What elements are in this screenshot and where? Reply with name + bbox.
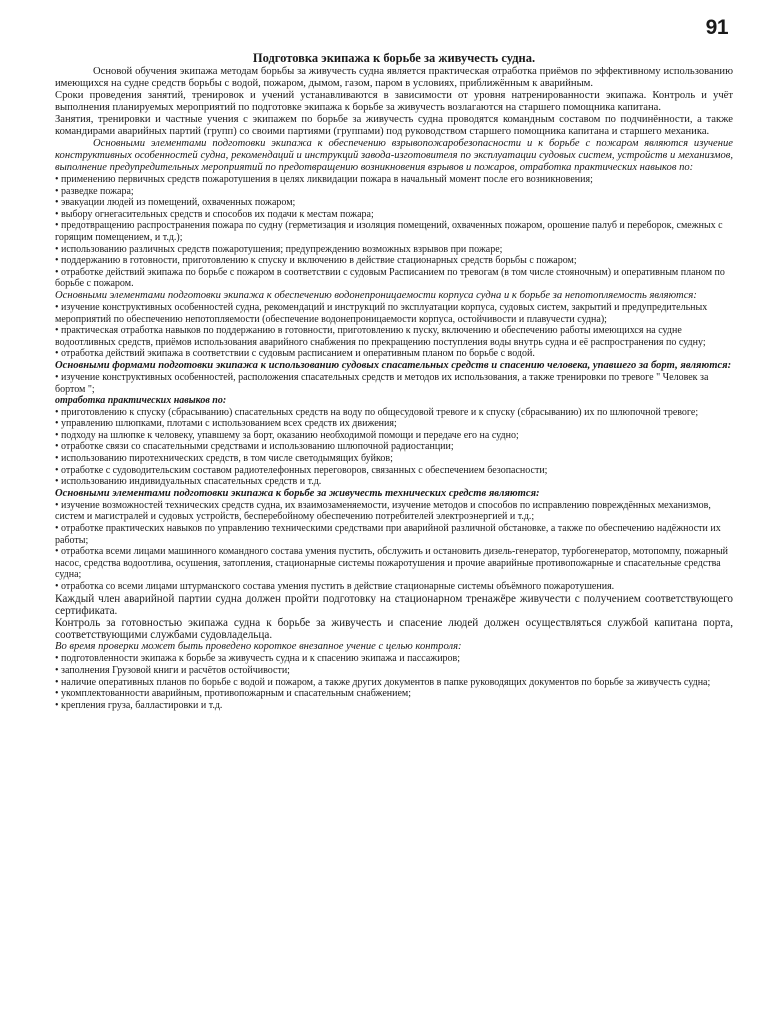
list-item: • изучение конструктивных особенностей, расположения спасательных средств и методов их использования, а также тренировки по тревоге " Человек за бортом "; <box>55 372 733 395</box>
list-item: • приготовлению к спуску (сбрасыванию) спасательных средств на воду по общесудовой тревоге и к спуску (сбрасыванию) их по шлюпочной тревоге; <box>55 407 733 419</box>
list-item: • отработке действий экипажа по борьбе с пожаром в соответствии с судовым Расписанием по тревогам (в том числе стояночным) и оперативным планом по борьбе с пожаром. <box>55 267 733 290</box>
document-title: Подготовка экипажа к борьбе за живучесть судна. <box>252 51 536 65</box>
list-item: • подготовленности экипажа к борьбе за живучесть судна и к спасению экипажа и пассажиров; <box>55 653 733 665</box>
list-item: • поддержанию в готовности, приготовлению к спуску и включению в действие стационарных средств борьбы с пожаром; <box>55 255 733 267</box>
tech-list <box>55 500 733 593</box>
check-list <box>55 653 733 711</box>
document-body <box>55 50 733 711</box>
list-item: • отработка со всеми лицами штурманского состава умения пустить в действие стационарные системы объёмного пожаротушения. <box>55 581 733 593</box>
rescue-list <box>55 372 733 488</box>
list-item: • практическая отработка навыков по поддержанию в готовности, приготовлению к пуску, включению и обеспечению работы имеющихся на судне водоотливных средств, приёмов использования аварийного снабжения по прекращению поступления воды внутрь судна и её распространения по судну; <box>55 325 733 348</box>
closing-paragraph-2: Контроль за готовностью экипажа судна к борьбе за живучесть и спасение людей должен осуществляться службой капитана порта, соответствующими службами судовладельца. <box>55 617 733 642</box>
intro-paragraph-2: Сроки проведения занятий, тренировок и учений устанавливаются в зависимости от уровня натренированности экипажа. Контроль и учёт выполнения планируемых мероприятий по подготовке экипажа к борьбе за живучесть возлагаются на старшего помощника капитана. <box>55 90 733 113</box>
fire-list <box>55 174 733 290</box>
rescue-subheading: отработка практических навыков по: <box>55 395 227 407</box>
list-item: • управлению шлюпками, плотами с использованием всех средств их движения; <box>55 418 733 430</box>
list-item: • отработке связи со спасательными средствами и использованию шлюпочной радиостанции; <box>55 441 733 453</box>
list-item: • отработке с судоводительским составом радиотелефонных переговоров, связанных с обеспечением безопасности; <box>55 465 733 477</box>
list-item: • использованию индивидуальных спасательных средств и т.д. <box>55 476 733 488</box>
list-item: • использованию пиротехнических средств, в том числе светодымящих буйков; <box>55 453 733 465</box>
intro-paragraph-1: Основой обучения экипажа методам борьбы за живучесть судна является практическая отработка приёмов по эффективному использованию имеющихся на судне средств борьбы с водой, пожаром, дымом, газом, паром в условиях, приближённым к аварийным. <box>55 66 733 89</box>
list-item: • изучение конструктивных особенностей судна, рекомендаций и инструкций по эксплуатации корпуса, судовых систем, закрытий и предупредительных мероприятий по обеспечению непотопляемости (обеспечение водонепроницаемости корпуса, остойчивости и плавучести судна); <box>55 302 733 325</box>
list-item: • предотвращению распространения пожара по судну (герметизация и изоляция помещений, охваченных пожаром, орошение палуб и переборок, смежных с горящим помещением, и т.д.); <box>55 220 733 243</box>
list-item: • отработка всеми лицами машинного командного состава умения пустить, обслужить и остановить дизель-генератор, турбогенератор, мотопомпу, пожарный насос, средства водоотлива, осушения, затопления, стационарные системы пожаротушения и прочие аварийные противопожарные и спасательные средства судна; <box>55 546 733 581</box>
list-item: • выбору огнегасительных средств и способов их подачи к местам пожара; <box>55 209 733 221</box>
list-item: • укомплектованности аварийным, противопожарным и спасательным снабжением; <box>55 688 733 700</box>
check-section-heading: Во время проверки может быть проведено короткое внезапное учение с целью контроля: <box>55 641 462 653</box>
rescue-section-heading: Основными формами подготовки экипажа к использованию судовых спасательных средств и спасению человека, упавшего за борт, являются: <box>55 359 732 371</box>
list-item: • подходу на шлюпке к человеку, упавшему за борт, оказанию необходимой помощи и передаче его на судно; <box>55 430 733 442</box>
water-section-heading: Основными элементами подготовки экипажа к обеспечению водонепроницаемости корпуса судна и к борьбе за непотопляемость являются: <box>55 289 697 301</box>
closing-paragraph-1: Каждый член аварийной партии судна должен пройти подготовку на стационарном тренажёре живучести с получением соответствующего сертификата. <box>55 592 733 617</box>
list-item: • разведке пожара; <box>55 186 733 198</box>
fire-section-heading: Основными элементами подготовки экипажа к обеспечению взрывопожаробезопасности и к борьбе с пожаром являются изучение конструктивных особенностей судна, рекомендаций и инструкций завода-изготовителя по эксплуатации судовых систем, устройств и механизмов, выполнение предупредительных мероприятий по предотвращению возникновения взрывов и пожаров, отработка практических навыков по: <box>55 138 733 173</box>
list-item: • использованию различных средств пожаротушения; предупреждению возможных взрывов при пожаре; <box>55 244 733 256</box>
list-item: • применению первичных средств пожаротушения в целях ликвидации пожара в начальный момент после его возникновения; <box>55 174 733 186</box>
list-item: • крепления груза, балластировки и т.д. <box>55 700 733 712</box>
water-list <box>55 302 733 360</box>
intro-paragraph-3: Занятия, тренировки и частные учения с экипажем по борьбе за живучесть судна проводятся командным составом по подчинённости, а также командирами аварийных партий (групп) со своими партиями (группами) под руководством старшего помощника капитана и старшего механика. <box>55 114 733 137</box>
list-item: • изучение возможностей технических средств судна, их взаимозаменяемости, изучение методов и способов по исправлению повреждённых механизмов, систем и магистралей и судовых устройств, бесперебойному обеспечению потребителей электроэнергией и т.д.; <box>55 500 733 523</box>
list-item: • эвакуации людей из помещений, охваченных пожаром; <box>55 197 733 209</box>
page-number: 91 <box>705 16 728 39</box>
list-item: • отработка действий экипажа в соответствии с судовым расписанием и оперативным планом по борьбе с водой. <box>55 348 733 360</box>
tech-section-heading: Основными элементами подготовки экипажа к борьбе за живучесть технических средств являются: <box>55 487 540 499</box>
list-item: • заполнения Грузовой книги и расчётов остойчивости; <box>55 665 733 677</box>
list-item: • отработке практических навыков по управлению техническими средствами при аварийной различной обстановке, а также по обеспечению надёжности их работы; <box>55 523 733 546</box>
list-item: • наличие оперативных планов по борьбе с водой и пожаром, а также других документов в папке руководящих документов по борьбе за живучесть судна; <box>55 677 733 689</box>
